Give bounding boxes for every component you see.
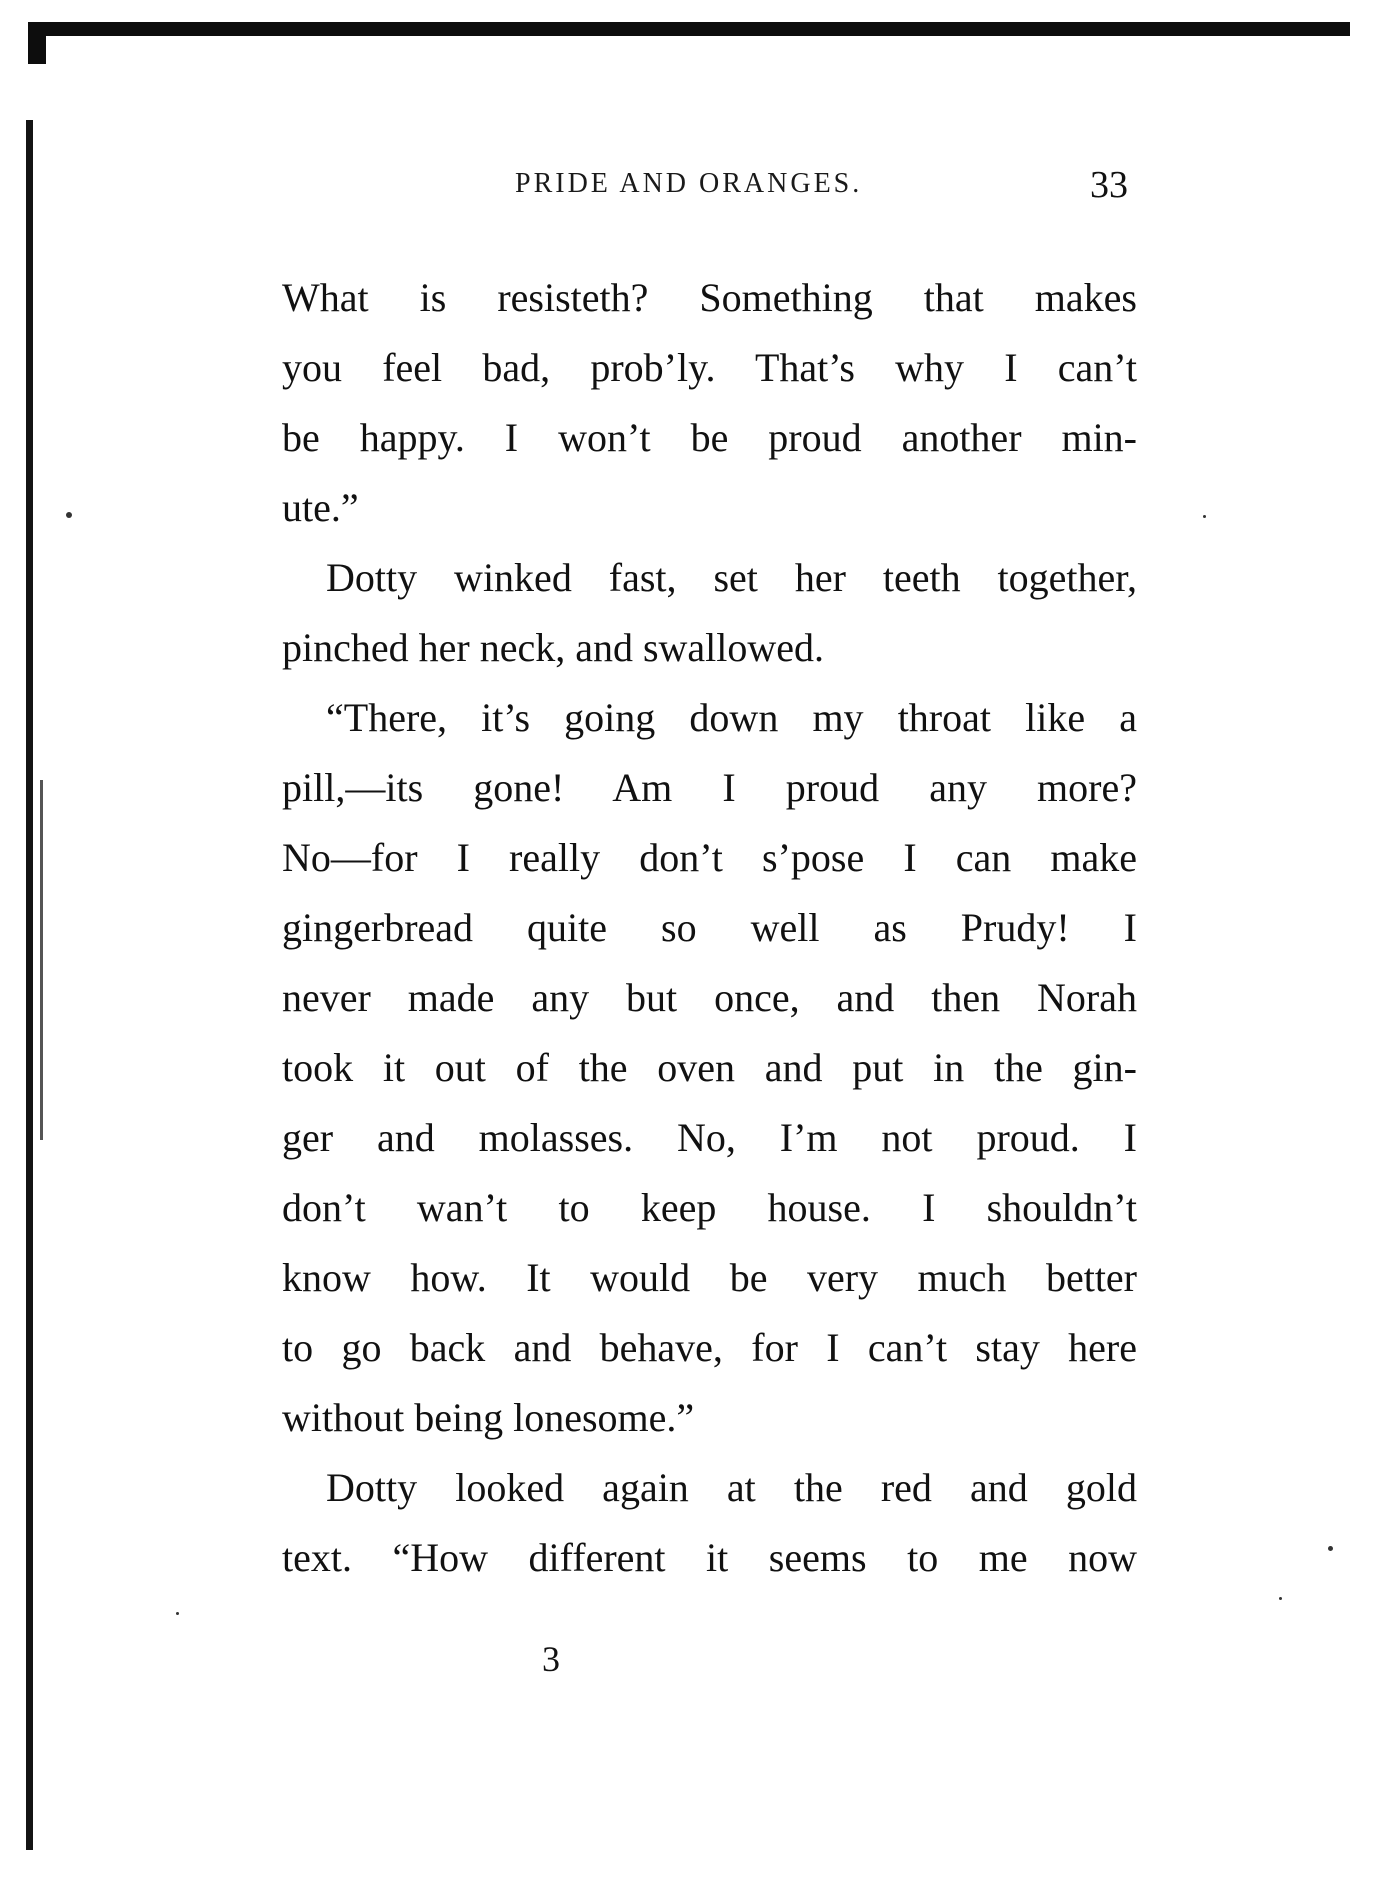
scan-edge-left [26,120,33,1850]
text-line: No—for I really don’t s’pose I can make [282,835,1137,880]
text-line: gingerbread quite so well as Prudy! I [282,905,1137,950]
scan-speck [66,512,72,518]
text-line: Dotty winked fast, set her teeth together, [326,555,1137,600]
scan-speck [1328,1546,1333,1551]
scan-edge-corner [28,34,46,64]
text-line: “There, it’s going down my throat like a [326,695,1137,740]
text-line: know how. It would be very much better [282,1255,1137,1300]
page-number: 33 [1090,164,1128,206]
text-line: pinched her neck, and swallowed. [282,625,825,670]
text-line: ute.” [282,485,359,530]
scan-edge-top [28,22,1350,36]
running-title: PRIDE AND ORANGES. [515,168,863,199]
scan-speck [176,1612,179,1615]
body-text [282,263,1137,1593]
text-line: text. “How different it seems to me now [282,1535,1137,1580]
text-line: you feel bad, prob’ly. That’s why I can’t [282,345,1137,390]
text-line: be happy. I won’t be proud another min- [282,415,1137,460]
text-line: don’t wan’t to keep house. I shouldn’t [282,1185,1137,1230]
text-line: never made any but once, and then Norah [282,975,1137,1020]
text-line: pill,—its gone! Am I proud any more? [282,765,1137,810]
text-line: took it out of the oven and put in the gin- [282,1045,1137,1090]
scan-speck [1203,515,1206,518]
scan-edge-shadow [40,780,43,1140]
text-line: What is resisteth? Something that makes [282,275,1137,320]
text-line: ger and molasses. No, I’m not proud. I [282,1115,1137,1160]
scan-speck [1279,1597,1282,1600]
signature-mark: 3 [542,1639,560,1679]
text-line: Dotty looked again at the red and gold [326,1465,1137,1510]
text-line: without being lonesome.” [282,1395,695,1440]
text-line: to go back and behave, for I can’t stay here [282,1325,1137,1370]
